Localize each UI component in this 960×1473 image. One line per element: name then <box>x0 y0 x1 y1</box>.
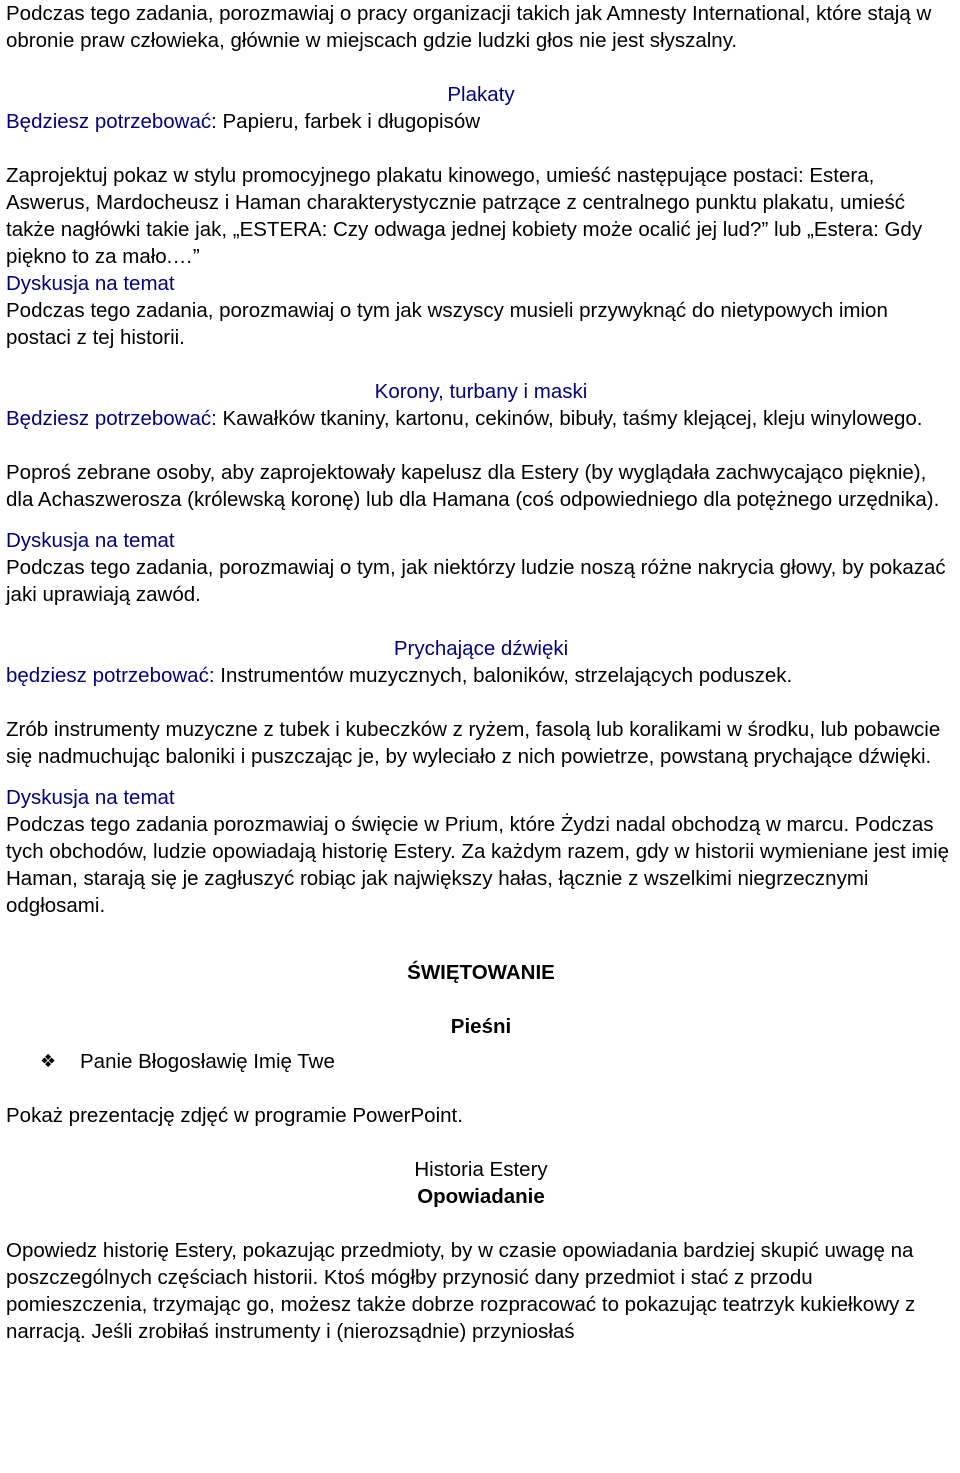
korony-discussion-text: Podczas tego zadania, porozmawiaj o tym, jak niektórzy ludzie noszą różne nakrycia głowy, by pokazać jaki uprawiają zawód. <box>6 556 946 606</box>
plakaty-needs <box>6 108 956 135</box>
plakaty-body: Zaprojektuj pokaz w stylu promocyjnego plakatu kinowego, umieść następujące postaci: Estera, Aswerus, Mardocheusz i Haman charakterystycznie patrzące z centralnego punktu plakatu, umieść także nagłówki takie jak, „ESTERA: Czy odwaga jednej kobiety może ocalić jej lud?” lub „Estera: Gdy piękno to za mało.…” <box>6 164 923 268</box>
powerpoint-paragraph: Pokaż prezentację zdjęć w programie PowerPoint. <box>6 1104 463 1127</box>
dzwieki-discussion-label: Dyskusja na temat <box>6 786 175 809</box>
swietowanie-title: ŚWIĘTOWANIE <box>407 961 555 984</box>
opowiadanie-title: Opowiadanie <box>417 1185 545 1208</box>
korony-body: Poproś zebrane osoby, aby zaprojektowały kapelusz dla Estery (by wyglądała zachwycająco pięknie), dla Achaszwerosza (królewską koronę) lub dla Hamana (coś odpowiedniego dla potężnego urzędnika). <box>6 461 940 511</box>
amnesty-paragraph: Podczas tego zadania, porozmawiaj o pracy organizacji takich jak Amnesty International, które stają w obronie praw człowieka, głównie w miejscach gdzie ludzki głos nie jest słyszalny. <box>6 2 932 52</box>
dzwieki-discussion-text: Podczas tego zadania porozmawiaj o święcie w Prium, które Żydzi nadal obchodzą w marcu. Podczas tych obchodów, ludzie opowiadają historię Estery. Za każdym razem, gdy w historii wymieniane jest imię Haman, starają się je zagłuszyć robiąc jak największy hałas, łącznie z wszelkimi niegrzecznymi odgłosami. <box>6 813 950 917</box>
dzwieki-needs-text: Instrumentów muzycznych, baloników, strzelających poduszek. <box>214 664 793 687</box>
opowiadanie-body: Opowiedz historię Estery, pokazując przedmioty, by w czasie opowiadania bardziej skupić uwagę na poszczególnych częściach historii. Ktoś mógłby przynosić dany przedmiot i stać z przodu pomieszczenia, trzymając go, możesz także dobrze rozpracować to pokazując teatrzyk kukiełkowy z narracją. Jeśli zrobiłaś instrumenty i (nierozsądnie) przyniosłaś <box>6 1239 916 1343</box>
plakaty-discussion-label: Dyskusja na temat <box>6 272 175 295</box>
dzwieki-body: Zrób instrumenty muzyczne z tubek i kubeczków z ryżem, fasolą lub koralikami w środku, lub pobawcie się nadmuchując baloniki i puszczając je, by wyleciało z nich powietrze, powstaną prychające dźwięki. <box>6 718 941 768</box>
diamond-bullet-icon: ❖ <box>40 1051 57 1071</box>
dzwieki-title: Prychające dźwięki <box>393 637 569 660</box>
korony-title: Korony, turbany i maski <box>374 380 588 403</box>
plakaty-needs-text: Papieru, farbek i długopisów <box>216 110 481 133</box>
korony-needs-label: Będziesz potrzebować: <box>6 407 217 430</box>
plakaty-title: Plakaty <box>447 83 515 106</box>
korony-discussion-label: Dyskusja na temat <box>6 529 175 552</box>
plakaty-discussion-text: Podczas tego zadania, porozmawiaj o tym jak wszyscy musieli przywyknąć do nietypowych imion postaci z tej historii. <box>6 299 888 349</box>
korony-needs <box>6 405 956 432</box>
plakaty-needs-label: Będziesz potrzebować: <box>6 110 217 133</box>
song-title: Panie Błogosławię Imię Twe <box>80 1050 335 1073</box>
korony-needs-text: Kawałków tkaniny, kartonu, cekinów, bibuły, taśmy klejącej, kleju winylowego. <box>216 407 923 430</box>
piesni-title: Pieśni <box>450 1015 512 1038</box>
dzwieki-needs <box>6 662 956 689</box>
opowiadanie-subtitle: Historia Estery <box>414 1158 548 1181</box>
song-list-item <box>6 1048 956 1075</box>
dzwieki-needs-label: będziesz potrzebować: <box>6 664 215 687</box>
